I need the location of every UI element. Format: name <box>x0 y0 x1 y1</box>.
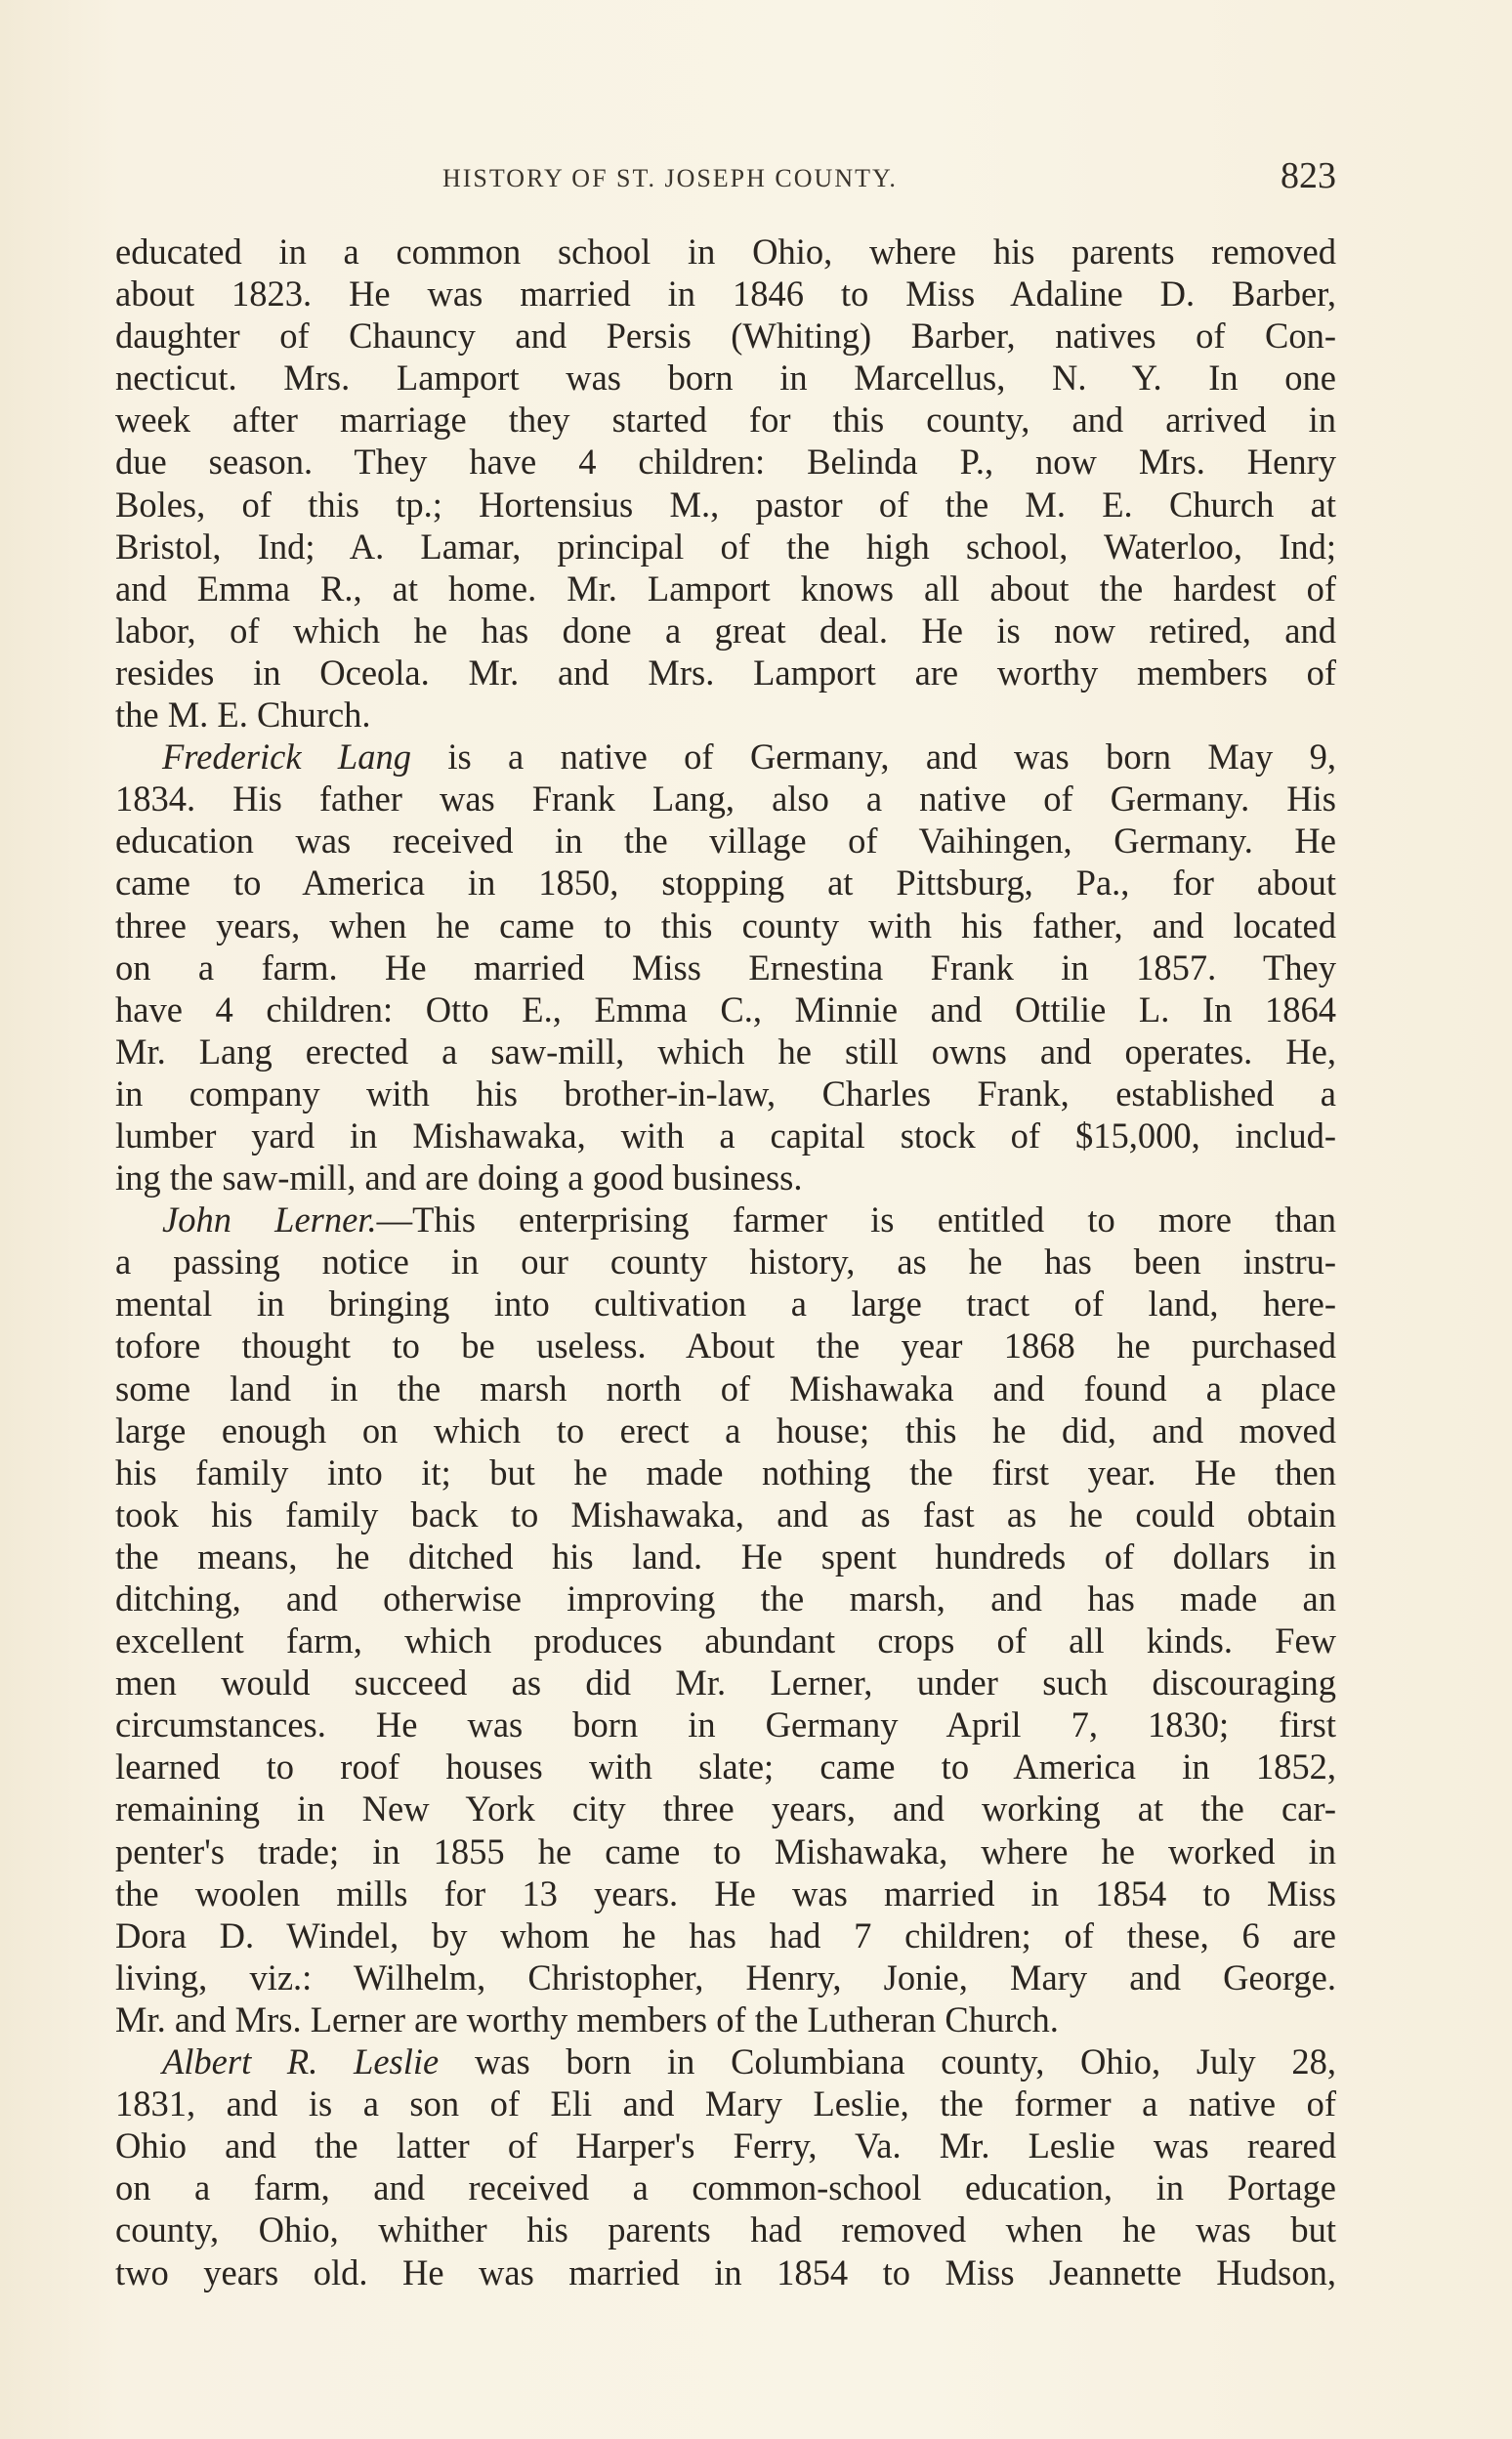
paragraph-start-line <box>115 2040 1336 2082</box>
text-line: excellent farm, which produces abundant crops of all kinds. Few <box>115 1620 1336 1661</box>
paragraph-end-line: ing the saw-mill, and are doing a good business. <box>115 1157 803 1198</box>
text-line: about 1823. He was married in 1846 to Miss Adaline D. Barber, <box>115 273 1336 315</box>
text-line: living, viz.: Wilhelm, Christopher, Henry, Jonie, Mary and George. <box>115 1956 1336 1997</box>
text-line: large enough on which to erect a house; this he did, and moved <box>115 1409 1336 1451</box>
paragraph-end-line: the M. E. Church. <box>115 694 371 736</box>
text-line: lumber yard in Mishawaka, with a capital stock of $15,000, includ- <box>115 1114 1336 1156</box>
text-line: the woolen mills for 13 years. He was married in 1854 to Miss <box>115 1872 1336 1913</box>
text-line: county, Ohio, whither his parents had removed when he was but <box>115 2209 1336 2250</box>
text-line: ditching, and otherwise improving the marsh, and has made an <box>115 1578 1336 1619</box>
text-line: 1831, and is a son of Eli and Mary Leslie, the former a native of <box>115 2083 1336 2124</box>
text-line: came to America in 1850, stopping at Pittsburg, Pa., for about <box>115 862 1336 904</box>
text-line: Boles, of this tp.; Hortensius M., pastor of the M. E. Church at <box>115 484 1336 525</box>
text-line: due season. They have 4 children: Belinda P., now Mrs. Henry <box>115 442 1336 483</box>
text-line: penter's trade; in 1855 he came to Mishawaka, where he worked in <box>115 1830 1336 1871</box>
text-line: week after marriage they started for this county, and arrived in <box>115 399 1336 441</box>
text-line: the means, he ditched his land. He spent hundreds of dollars in <box>115 1535 1336 1577</box>
page-header <box>115 154 1336 203</box>
paragraph-end-line: Mr. and Mrs. Lerner are worthy members of the Lutheran Church. <box>115 1998 1059 2040</box>
text-line: his family into it; but he made nothing the first year. He then <box>115 1451 1336 1493</box>
paragraph-start-line <box>115 1198 1336 1241</box>
text-run: is a native of Germany, and was born May 9, <box>410 736 1337 778</box>
text-run: was born in Columbiana county, Ohio, July 28, <box>439 2041 1337 2082</box>
text-line: in company with his brother-in-law, Charles Frank, established a <box>115 1072 1336 1114</box>
text-line: took his family back to Mishawaka, and as fast as he could obtain <box>115 1493 1336 1535</box>
text-line: some land in the marsh north of Mishawaka and found a place <box>115 1367 1336 1409</box>
text-line: educated in a common school in Ohio, where his parents removed <box>115 231 1336 272</box>
text-line: men would succeed as did Mr. Lerner, under such discouraging <box>115 1662 1336 1703</box>
text-line: Mr. Lang erected a saw-mill, which he still owns and operates. He, <box>115 1030 1336 1072</box>
text-line: three years, when he came to this county with his father, and located <box>115 904 1336 946</box>
text-line: mental in bringing into cultivation a large tract of land, here- <box>115 1283 1336 1325</box>
text-line: Ohio and the latter of Harper's Ferry, Va. Mr. Leslie was reared <box>115 2125 1336 2166</box>
text-line: tofore thought to be useless. About the year 1868 he purchased <box>115 1325 1336 1367</box>
text-line: Dora D. Windel, by whom he has had 7 children; of these, 6 are <box>115 1914 1336 1955</box>
text-line: learned to roof houses with slate; came to America in 1852, <box>115 1746 1336 1787</box>
text-line: labor, of which he has done a great deal. He is now retired, and <box>115 610 1336 651</box>
text-line: 1834. His father was Frank Lang, also a native of Germany. His <box>115 778 1336 820</box>
text-line: circumstances. He was born in Germany April 7, 1830; first <box>115 1704 1336 1745</box>
text-line: two years old. He was married in 1854 to Miss Jeannette Hudson, <box>115 2251 1336 2292</box>
text-line: remaining in New York city three years, and working at the car- <box>115 1788 1336 1829</box>
running-title: HISTORY OF ST. JOSEPH COUNTY. <box>442 164 898 192</box>
text-line: a passing notice in our county history, as he has been instru- <box>115 1241 1336 1283</box>
text-line: resides in Oceola. Mr. and Mrs. Lamport are worthy members of <box>115 652 1336 693</box>
text-line: have 4 children: Otto E., Emma C., Minnie and Ottilie L. In 1864 <box>115 988 1336 1030</box>
text-run: —This enterprising farmer is entitled to more than <box>376 1199 1336 1241</box>
text-line: and Emma R., at home. Mr. Lamport knows all about the hardest of <box>115 568 1336 609</box>
text-line: on a farm, and received a common-school education, in Portage <box>115 2167 1336 2208</box>
body-text <box>115 231 1336 2293</box>
paragraph-start-line <box>115 736 1336 778</box>
person-name-john-lerner: John Lerner. <box>162 1199 377 1241</box>
page-number: 823 <box>1281 155 1336 196</box>
text-line: daughter of Chauncy and Persis (Whiting) Barber, natives of Con- <box>115 315 1336 357</box>
person-name-frederick-lang: Frederick Lang <box>162 736 411 778</box>
text-line: Bristol, Ind; A. Lamar, principal of the high school, Waterloo, Ind; <box>115 526 1336 567</box>
text-line: on a farm. He married Miss Ernestina Frank in 1857. They <box>115 946 1336 988</box>
text-line: necticut. Mrs. Lamport was born in Marcellus, N. Y. In one <box>115 357 1336 399</box>
person-name-albert-leslie: Albert R. Leslie <box>162 2041 440 2082</box>
text-line: education was received in the village of Vaihingen, Germany. He <box>115 820 1336 862</box>
